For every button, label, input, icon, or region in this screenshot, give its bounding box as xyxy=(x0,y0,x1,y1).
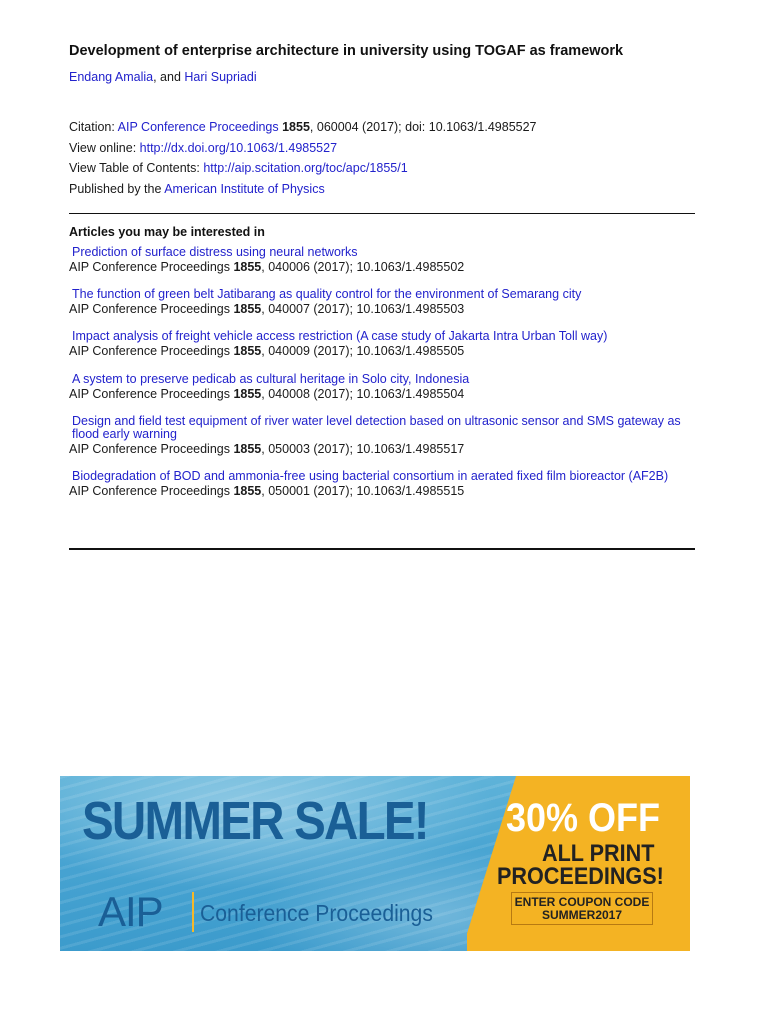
list-item xyxy=(69,330,695,359)
article-source: AIP Conference Proceedings 1855, 040008 (2017); 10.1063/1.4985504 xyxy=(69,386,465,401)
divider xyxy=(69,548,695,550)
citation-details: , 060004 (2017); doi: 10.1063/1.4985527 xyxy=(309,120,537,134)
article-title-link[interactable]: A system to preserve pedicab as cultural heritage in Solo city, Indonesia xyxy=(72,371,470,386)
related-articles-heading: Articles you may be interested in xyxy=(69,225,265,239)
coupon-box xyxy=(511,892,653,925)
citation-line xyxy=(69,117,537,138)
citation-block xyxy=(69,117,537,200)
offer-line-2: PROCEEDINGS! xyxy=(497,863,664,890)
list-item xyxy=(69,288,695,317)
summer-sale-banner[interactable] xyxy=(60,776,690,951)
toc-label: View Table of Contents: xyxy=(69,161,204,176)
article-title-link[interactable]: The function of green belt Jatibarang as quality control for the environment of Semarang city xyxy=(72,287,582,302)
view-online-label: View online: xyxy=(69,140,140,155)
author-list xyxy=(69,70,257,84)
view-online-line xyxy=(69,138,537,159)
sale-headline: SUMMER SALE! xyxy=(82,791,428,851)
toc-link[interactable]: http://aip.scitation.org/toc/apc/1855/1 xyxy=(203,161,408,176)
article-title-link[interactable]: Design and field test equipment of river water level detection based on ultrasonic sensor and SMS gateway as flood early warning xyxy=(72,413,681,441)
list-item xyxy=(69,470,695,499)
list-item xyxy=(69,246,695,275)
article-source: AIP Conference Proceedings 1855, 050001 (2017); 10.1063/1.4985515 xyxy=(69,483,465,498)
list-item xyxy=(69,373,695,402)
published-label: Published by the xyxy=(69,182,165,197)
article-source: AIP Conference Proceedings 1855, 050003 (2017); 10.1063/1.4985517 xyxy=(69,441,465,456)
offer-line-1: ALL PRINT xyxy=(542,840,655,867)
toc-line xyxy=(69,158,537,179)
doi-link[interactable]: http://dx.doi.org/10.1063/1.4985527 xyxy=(139,140,338,155)
citation-label: Citation: xyxy=(69,120,118,134)
publisher-link[interactable]: American Institute of Physics xyxy=(164,182,325,197)
paper-title: Development of enterprise architecture in university using TOGAF as framework xyxy=(69,43,624,59)
article-title-link[interactable]: Biodegradation of BOD and ammonia-free using bacterial consortium in aerated fixed film bioreactor (AF2B) xyxy=(72,468,669,483)
coupon-instruction: ENTER COUPON CODE xyxy=(514,895,650,909)
product-name: Conference Proceedings xyxy=(200,900,433,926)
article-source: AIP Conference Proceedings 1855, 040006 (2017); 10.1063/1.4985502 xyxy=(69,260,465,274)
citation-volume: 1855 xyxy=(282,120,310,134)
logo-divider xyxy=(192,892,194,932)
list-item xyxy=(69,415,695,457)
author-link[interactable]: Endang Amalia xyxy=(69,70,154,84)
discount-text: 30% OFF xyxy=(506,796,661,840)
divider xyxy=(69,213,695,214)
related-articles-list xyxy=(69,246,695,512)
author-separator: , and xyxy=(153,70,185,84)
article-source: AIP Conference Proceedings 1855, 040009 (2017); 10.1063/1.4985505 xyxy=(69,344,465,359)
aip-logo: AIP xyxy=(98,888,163,935)
coupon-code: SUMMER2017 xyxy=(541,908,623,922)
article-title-link[interactable]: Prediction of surface distress using neural networks xyxy=(72,245,358,259)
article-title-link[interactable]: Impact analysis of freight vehicle access restriction (A case study of Jakarta Intra Urban Toll way) xyxy=(72,329,608,344)
article-source: AIP Conference Proceedings 1855, 040007 (2017); 10.1063/1.4985503 xyxy=(69,302,465,317)
author-link[interactable]: Hari Supriadi xyxy=(184,70,257,84)
journal-link[interactable]: AIP Conference Proceedings xyxy=(117,120,279,134)
publisher-line xyxy=(69,179,537,200)
